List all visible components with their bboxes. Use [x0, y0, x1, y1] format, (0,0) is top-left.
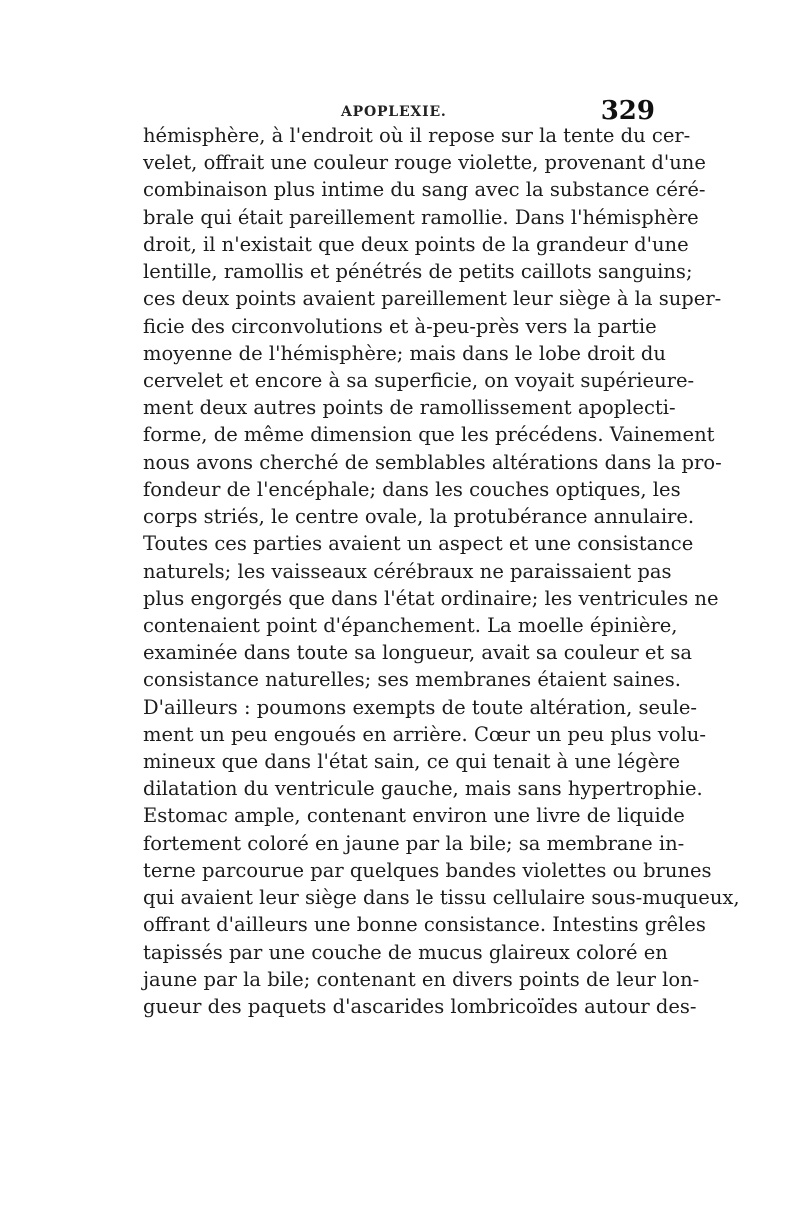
text-line: ment deux autres points de ramollissement apoplecti- [143, 396, 676, 420]
text-line: consistance naturelles; ses membranes étaient saines. [143, 668, 681, 692]
text-line: combinaison plus intime du sang avec la substance céré- [143, 178, 706, 202]
text-line: mineux que dans l'état sain, ce qui tenait à une légère [143, 750, 681, 774]
text-line: terne parcourue par quelques bandes violettes ou brunes [143, 858, 712, 882]
text-line: plus engorgés que dans l'état ordinaire; les ventricules ne [143, 586, 719, 610]
running-title: APOPLEXIE. [341, 104, 447, 120]
text-line: tapissés par une couche de mucus glaireux coloré en [143, 940, 668, 964]
text-line: examinée dans toute sa longueur, avait sa couleur et sa [143, 641, 693, 665]
text-line: ment un peu engoués en arrière. Cœur un peu plus volu- [143, 722, 706, 746]
text-line: lentille, ramollis et pénétrés de petits caillots sanguins; [143, 260, 693, 284]
running-head [143, 98, 655, 124]
text-line: fondeur de l'encéphale; dans les couches optiques, les [143, 477, 681, 501]
text-line: corps striés, le centre ovale, la protubérance annulaire. [143, 505, 695, 529]
text-line: naturels; les vaisseaux cérébraux ne paraissaient pas [143, 559, 672, 583]
text-line: fortement coloré en jaune par la bile; sa membrane in- [143, 831, 685, 855]
text-line: qui avaient leur siège dans le tissu cellulaire sous-muqueux, [143, 886, 740, 910]
page-number: 329 [600, 96, 655, 126]
text-line: ces deux points avaient pareillement leur siège à la super- [143, 287, 722, 311]
text-line: offrant d'ailleurs une bonne consistance. Intestins grêles [143, 913, 706, 937]
text-line: gueur des paquets d'ascarides lombricoïdes autour des- [143, 995, 697, 1018]
text-line: D'ailleurs : poumons exempts de toute altération, seule- [143, 695, 697, 719]
text-line: dilatation du ventricule gauche, mais sans hypertrophie. [143, 777, 703, 801]
text-line: Toutes ces parties avaient un aspect et une consistance [143, 532, 694, 556]
text-line: nous avons cherché de semblables altérations dans la pro- [143, 450, 722, 474]
text-line: hémisphère, à l'endroit où il repose sur la tente du cer- [143, 124, 691, 147]
text-line: contenaient point d'épanchement. La moelle épinière, [143, 613, 678, 637]
body-text [143, 122, 740, 1020]
text-line: Estomac ample, contenant environ une livre de liquide [143, 804, 685, 828]
text-line: moyenne de l'hémisphère; mais dans le lobe droit du [143, 341, 666, 365]
text-line: brale qui était pareillement ramollie. Dans l'hémisphère [143, 205, 699, 229]
text-line: velet, offrait une couleur rouge violette, provenant d'une [143, 151, 706, 175]
text-line: jaune par la bile; contenant en divers points de leur lon- [143, 967, 700, 991]
text-line: forme, de même dimension que les précédens. Vainement [143, 423, 715, 447]
text-line: droit, il n'existait que deux points de la grandeur d'une [143, 232, 689, 256]
text-line: cervelet et encore à sa superficie, on voyait supérieure- [143, 368, 695, 392]
text-line: ficie des circonvolutions et à-peu-près vers la partie [143, 314, 657, 338]
